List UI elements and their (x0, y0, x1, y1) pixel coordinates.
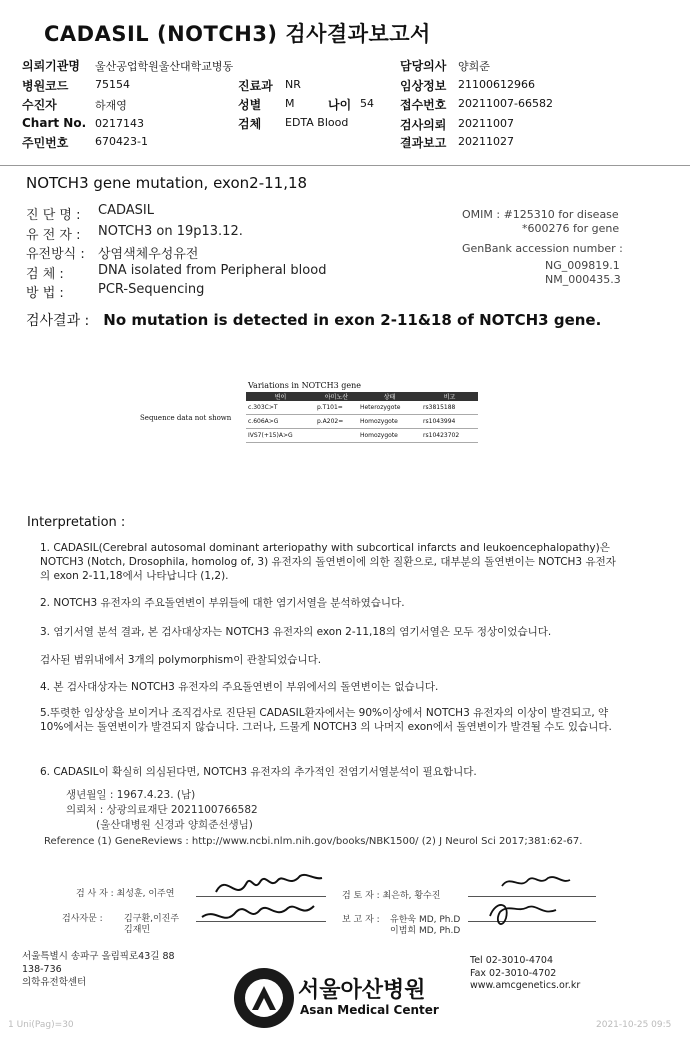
sex-label: 성별 (238, 98, 262, 112)
genbank-ng: NG_009819.1 (545, 259, 620, 272)
result-text: No mutation is detected in exon 2-11&18 of NOTCH3 gene. (103, 311, 602, 329)
test-result (26, 310, 601, 330)
page-footer-left: 1 Uni(Pag)=30 (8, 1020, 74, 1030)
reporter-label: 보 고 자 : (342, 915, 380, 925)
patient-name-value: 하재영 (95, 99, 127, 112)
omim-gene: *600276 for gene (522, 222, 620, 235)
specimen-label: 검체 (238, 117, 262, 131)
variations-table (246, 392, 478, 443)
address-line-3: 의학유전학센터 (22, 977, 87, 988)
requesting-institution-label: 의뢰기관명 (22, 59, 80, 73)
interpretation-item-1: 1. CADASIL(Cerebral autosomal dominant arteriopathy with subcortical infarcts and leukoencephalopathy)은 NOTCH3 (Notch, Drosophila, homolog of, 3) 유전자의 돌연변이에 의한 질환으로, 대부분의 돌연변이는 NOTCH3 유전자의 exon 2-11,18에서 나타납니다 (1,2). (40, 542, 616, 582)
method-value: PCR-Sequencing (98, 282, 205, 297)
table-cell: rs10423702 (421, 429, 478, 443)
request-date-value: 20211007 (458, 117, 514, 130)
clinical-info-value: 21100612966 (458, 78, 535, 91)
interpretation-item-3: 3. 염기서열 분석 결과, 본 검사대상자는 NOTCH3 유전자의 exon 2-11,18의 염기서열은 모두 정상이었습니다. (40, 626, 552, 638)
requester-detail: (울산대병원 신경과 양희준선생님) (96, 819, 253, 831)
interpretation-item-6: 6. CADASIL이 확실히 의심된다면, NOTCH3 유전자의 추가적인 전염기서열분석이 필요합니다. (40, 766, 477, 778)
address (22, 950, 175, 989)
chart-no-label: Chart No. (22, 116, 87, 130)
chart-no-value: 0217143 (95, 117, 144, 130)
table-cell: IVS7(+15)A>G (246, 429, 315, 443)
diagnosis-value: CADASIL (98, 203, 154, 218)
col-status: 상태 (358, 392, 421, 401)
interpretation-item-2: 2. NOTCH3 유전자의 주요돌연변이 부위들에 대한 염기서열을 분석하였습니다. (40, 597, 405, 609)
reporter-2: 이범희 MD, Ph.D (390, 926, 461, 936)
sample-value: DNA isolated from Peripheral blood (98, 263, 327, 278)
col-amino-acid: 아미노산 (315, 392, 358, 401)
contact-info (470, 955, 580, 993)
tester-signature (196, 862, 331, 934)
page-footer-right: 2021-10-25 09:5 (596, 1020, 672, 1030)
table-cell: rs3815188 (421, 401, 478, 415)
address-line-2: 138-736 (22, 964, 62, 975)
interpretation-item-4: 4. 본 검사대상자는 NOTCH3 유전자의 주요돌연변이 부위에서의 돌연변이는 없습니다. (40, 681, 439, 693)
accession-number-value: 20211007-66582 (458, 97, 553, 110)
tester: 검 사 자 : 최성훈, 이주연 (76, 889, 175, 899)
asan-foundation-logo (232, 966, 296, 1030)
gene-label: 유 전 자 : (26, 228, 81, 243)
reviewer: 검 토 자 : 최은하, 황수진 (342, 891, 441, 901)
report-date-value: 20211027 (458, 135, 514, 148)
variations-header-row (246, 392, 478, 401)
department-value: NR (285, 78, 301, 91)
table-row (246, 429, 478, 443)
address-line-1: 서울특별시 송파구 올림픽로43길 88 (22, 951, 175, 962)
physician-value: 양희준 (458, 60, 490, 73)
table-cell: c.606A>G (246, 415, 315, 429)
advisor-names-2: 김재민 (124, 925, 151, 935)
resident-number-label: 주민번호 (22, 136, 69, 150)
requester: 의뢰처 : 상광의료재단 2021100766582 (66, 804, 258, 816)
result-label: 검사결과 : (26, 313, 90, 329)
table-cell: p.A202= (315, 415, 358, 429)
age-value: 54 (360, 97, 374, 110)
clinical-info-label: 임상정보 (400, 79, 447, 93)
inheritance-label: 유전방식 : (26, 247, 85, 262)
advisor-label: 검사자문 : (62, 914, 103, 924)
hospital-code-label: 병원코드 (22, 79, 69, 93)
omim-disease: OMIM : #125310 for disease (462, 208, 619, 221)
interpretation-item-3b: 검사된 범위내에서 3개의 polymorphism이 관찰되었습니다. (40, 654, 322, 666)
specimen-value: EDTA Blood (285, 116, 349, 129)
telephone: Tel 02-3010-4704 (470, 955, 553, 966)
table-cell: Heterozygote (358, 401, 421, 415)
table-cell (315, 429, 358, 443)
report-title: CADASIL (NOTCH3) 검사결과보고서 (44, 22, 431, 46)
inheritance-value: 상염색체우성유전 (98, 247, 199, 262)
interpretation-heading: Interpretation : (27, 515, 126, 530)
table-cell: rs1043994 (421, 415, 478, 429)
header-divider (0, 165, 690, 166)
age-label: 나이 (328, 98, 352, 112)
advisor-names: 김구환,이진주 (124, 914, 180, 924)
gene-title: NOTCH3 gene mutation, exon2-11,18 (26, 174, 308, 192)
hospital-name-korean: 서울아산병원 (298, 978, 426, 1003)
method-label: 방 법 : (26, 286, 64, 301)
sequence-note: Sequence data not shown (140, 414, 232, 422)
table-cell: c.303C>T (246, 401, 315, 415)
col-note: 비고 (421, 392, 478, 401)
reviewer-signature (470, 866, 600, 938)
genbank-nm: NM_000435.3 (545, 273, 621, 286)
hospital-code-value: 75154 (95, 78, 130, 91)
department-label: 진료과 (238, 79, 273, 93)
patient-name-label: 수진자 (22, 98, 57, 112)
table-cell: p.T101= (315, 401, 358, 415)
requesting-institution-value: 울산공업학원울산대학교병동 (95, 60, 234, 73)
request-date-label: 검사의뢰 (400, 118, 447, 132)
reporter-1: 유한욱 MD, Ph.D (390, 915, 461, 925)
website: www.amcgenetics.or.kr (470, 980, 581, 991)
interpretation-item-5: 5.뚜렷한 임상상을 보이거나 조직검사로 진단된 CADASIL환자에서는 90%이상에서 NOTCH3 유전자의 이상이 발견되고, 약 10%에서는 돌연변이가 발견되지 않습니다. 그러나, 드물게 NOTCH3 의 나머지 exon에서 돌연변이가 발견될 수도 있습니다. (40, 707, 612, 733)
hospital-name-english: Asan Medical Center (300, 1003, 439, 1017)
genbank-label: GenBank accession number : (462, 242, 623, 255)
table-row (246, 401, 478, 415)
resident-number-value: 670423-1 (95, 135, 148, 148)
fax: Fax 02-3010-4702 (470, 967, 557, 979)
reference: Reference (1) GeneReviews : http://www.ncbi.nlm.nih.gov/books/NBK1500/ (2) J Neurol Sci 2017;381:62-67. (44, 836, 583, 847)
sample-label: 검 체 : (26, 267, 64, 282)
table-row (246, 415, 478, 429)
physician-label: 담당의사 (400, 59, 447, 73)
table-cell: Homozygote (358, 415, 421, 429)
table-cell: Homozygote (358, 429, 421, 443)
col-variant: 변이 (246, 392, 315, 401)
variations-caption: Variations in NOTCH3 gene (248, 381, 361, 390)
gene-value: NOTCH3 on 19p13.12. (98, 224, 243, 239)
accession-number-label: 접수번호 (400, 98, 447, 112)
diagnosis-label: 진 단 명 : (26, 208, 81, 223)
birth-date: 생년월일 : 1967.4.23. (남) (66, 789, 196, 801)
report-date-label: 결과보고 (400, 136, 447, 150)
sex-value: M (285, 97, 295, 110)
